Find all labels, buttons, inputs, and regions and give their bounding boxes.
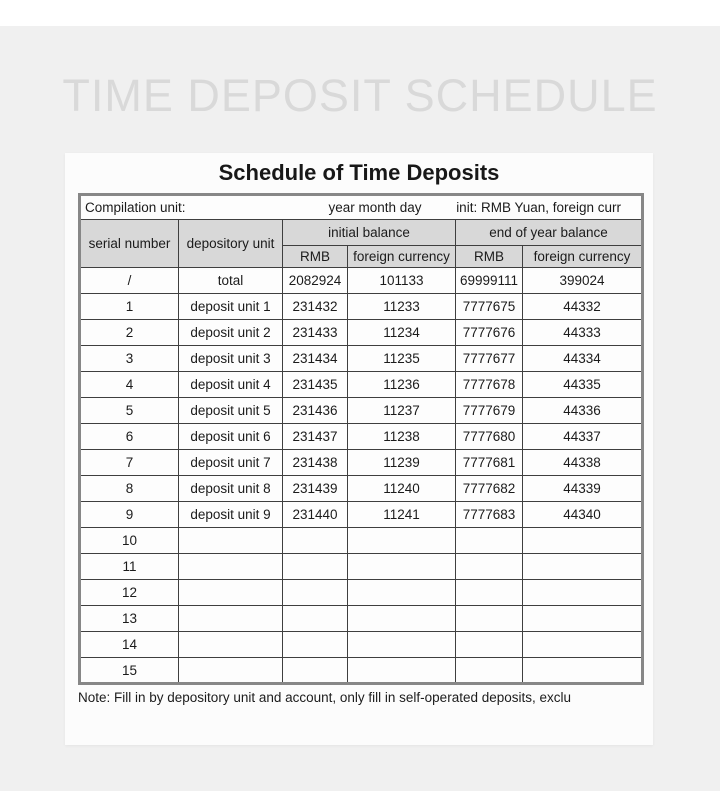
cell-end-rmb: 7777677 [456,346,523,372]
cell-end-foreign-currency: 44337 [523,424,643,450]
cell-end-foreign-currency: 44339 [523,476,643,502]
cell-depository-unit [179,528,283,554]
cell-end-foreign-currency [523,606,643,632]
cell-serial-number: 4 [80,372,179,398]
date-label: year month day [328,200,422,215]
cell-serial-number: 8 [80,476,179,502]
cell-initial-rmb: 2082924 [283,268,348,294]
footnote: Note: Fill in by depository unit and account, only fill in self-operated deposits, exclu [78,690,572,705]
cell-end-foreign-currency [523,632,643,658]
cell-end-foreign-currency [523,554,643,580]
cell-end-foreign-currency: 44336 [523,398,643,424]
cell-serial-number: 9 [80,502,179,528]
cell-initial-foreign-currency [348,632,456,658]
cell-initial-rmb: 231433 [283,320,348,346]
cell-end-rmb [456,580,523,606]
cell-depository-unit: total [179,268,283,294]
cell-initial-rmb: 231438 [283,450,348,476]
cell-initial-rmb: 231439 [283,476,348,502]
header-depository-unit: depository unit [179,220,283,268]
cell-depository-unit [179,606,283,632]
cell-serial-number: 14 [80,632,179,658]
cell-depository-unit [179,554,283,580]
table-row [80,450,643,476]
cell-initial-foreign-currency: 11237 [348,398,456,424]
cell-end-rmb: 7777676 [456,320,523,346]
cell-initial-rmb: 231435 [283,372,348,398]
cell-initial-foreign-currency [348,606,456,632]
cell-initial-foreign-currency: 11236 [348,372,456,398]
header-serial-number: serial number [80,220,179,268]
cell-end-rmb: 7777679 [456,398,523,424]
cell-depository-unit: deposit unit 2 [179,320,283,346]
time-deposit-table [78,193,644,685]
cell-end-rmb: 69999111 [456,268,523,294]
cell-end-rmb [456,658,523,684]
cell-depository-unit: deposit unit 9 [179,502,283,528]
cell-end-rmb [456,632,523,658]
document-card [65,153,653,745]
cell-initial-rmb [283,554,348,580]
cell-initial-rmb [283,580,348,606]
cell-serial-number: 1 [80,294,179,320]
cell-end-rmb: 7777678 [456,372,523,398]
table-row [80,268,643,294]
cell-serial-number: 11 [80,554,179,580]
cell-end-rmb: 7777681 [456,450,523,476]
cell-serial-number: 10 [80,528,179,554]
cell-initial-foreign-currency: 11241 [348,502,456,528]
meta-row [80,195,643,220]
table-row [80,554,643,580]
cell-initial-foreign-currency: 11238 [348,424,456,450]
cell-end-foreign-currency: 44335 [523,372,643,398]
cell-depository-unit [179,658,283,684]
cell-initial-foreign-currency [348,528,456,554]
compilation-unit-label: Compilation unit: [85,200,186,215]
cell-end-rmb: 7777682 [456,476,523,502]
table-row [80,528,643,554]
table-row [80,476,643,502]
cell-end-foreign-currency: 44340 [523,502,643,528]
table-row [80,320,643,346]
meta-cell [80,195,643,220]
cell-end-foreign-currency: 44338 [523,450,643,476]
cell-serial-number: 6 [80,424,179,450]
document-title: Schedule of Time Deposits [218,160,500,185]
cell-end-rmb [456,606,523,632]
table-row [80,606,643,632]
cell-initial-foreign-currency [348,658,456,684]
cell-initial-rmb: 231432 [283,294,348,320]
cell-initial-foreign-currency: 11233 [348,294,456,320]
cell-end-foreign-currency: 399024 [523,268,643,294]
cell-depository-unit: deposit unit 4 [179,372,283,398]
watermark-title: TIME DEPOSIT SCHEDULE [62,70,658,121]
cell-initial-foreign-currency: 11235 [348,346,456,372]
cell-depository-unit [179,580,283,606]
table-row [80,346,643,372]
cell-initial-rmb: 231440 [283,502,348,528]
cell-depository-unit: deposit unit 3 [179,346,283,372]
cell-initial-rmb: 231434 [283,346,348,372]
cell-serial-number: 3 [80,346,179,372]
cell-end-foreign-currency [523,658,643,684]
cell-end-rmb: 7777675 [456,294,523,320]
cell-initial-rmb [283,632,348,658]
cell-initial-foreign-currency [348,580,456,606]
cell-serial-number: 2 [80,320,179,346]
cell-initial-rmb [283,658,348,684]
cell-depository-unit: deposit unit 5 [179,398,283,424]
cell-end-rmb [456,554,523,580]
cell-serial-number: 15 [80,658,179,684]
cell-end-rmb [456,528,523,554]
header-initial-foreign-currency: foreign currency [348,246,456,268]
cell-end-foreign-currency: 44333 [523,320,643,346]
cell-initial-foreign-currency: 11239 [348,450,456,476]
cell-initial-foreign-currency [348,554,456,580]
header-end-foreign-currency: foreign currency [523,246,643,268]
cell-serial-number: 5 [80,398,179,424]
cell-depository-unit: deposit unit 8 [179,476,283,502]
table-row [80,632,643,658]
cell-serial-number: 7 [80,450,179,476]
deposit-table-body [80,268,643,684]
cell-depository-unit: deposit unit 1 [179,294,283,320]
table-row [80,398,643,424]
cell-depository-unit: deposit unit 6 [179,424,283,450]
cell-initial-foreign-currency: 11240 [348,476,456,502]
table-row [80,580,643,606]
cell-serial-number: / [80,268,179,294]
cell-initial-rmb [283,606,348,632]
cell-serial-number: 13 [80,606,179,632]
cell-serial-number: 12 [80,580,179,606]
table-row [80,502,643,528]
currency-unit-label: init: RMB Yuan, foreign curr [456,200,622,215]
cell-end-rmb: 7777683 [456,502,523,528]
cell-end-foreign-currency: 44332 [523,294,643,320]
cell-depository-unit: deposit unit 7 [179,450,283,476]
cell-initial-foreign-currency: 11234 [348,320,456,346]
header-initial-balance: initial balance [283,220,456,246]
table-row [80,294,643,320]
header-initial-rmb: RMB [283,246,348,268]
header-row-groups [80,220,643,246]
cell-depository-unit [179,632,283,658]
table-row [80,372,643,398]
cell-initial-foreign-currency: 101133 [348,268,456,294]
cell-initial-rmb [283,528,348,554]
header-end-of-year-balance: end of year balance [456,220,643,246]
cell-end-foreign-currency: 44334 [523,346,643,372]
cell-initial-rmb: 231436 [283,398,348,424]
cell-end-foreign-currency [523,528,643,554]
cell-end-foreign-currency [523,580,643,606]
cell-end-rmb: 7777680 [456,424,523,450]
header-end-rmb: RMB [456,246,523,268]
table-row [80,658,643,684]
table-row [80,424,643,450]
cell-initial-rmb: 231437 [283,424,348,450]
